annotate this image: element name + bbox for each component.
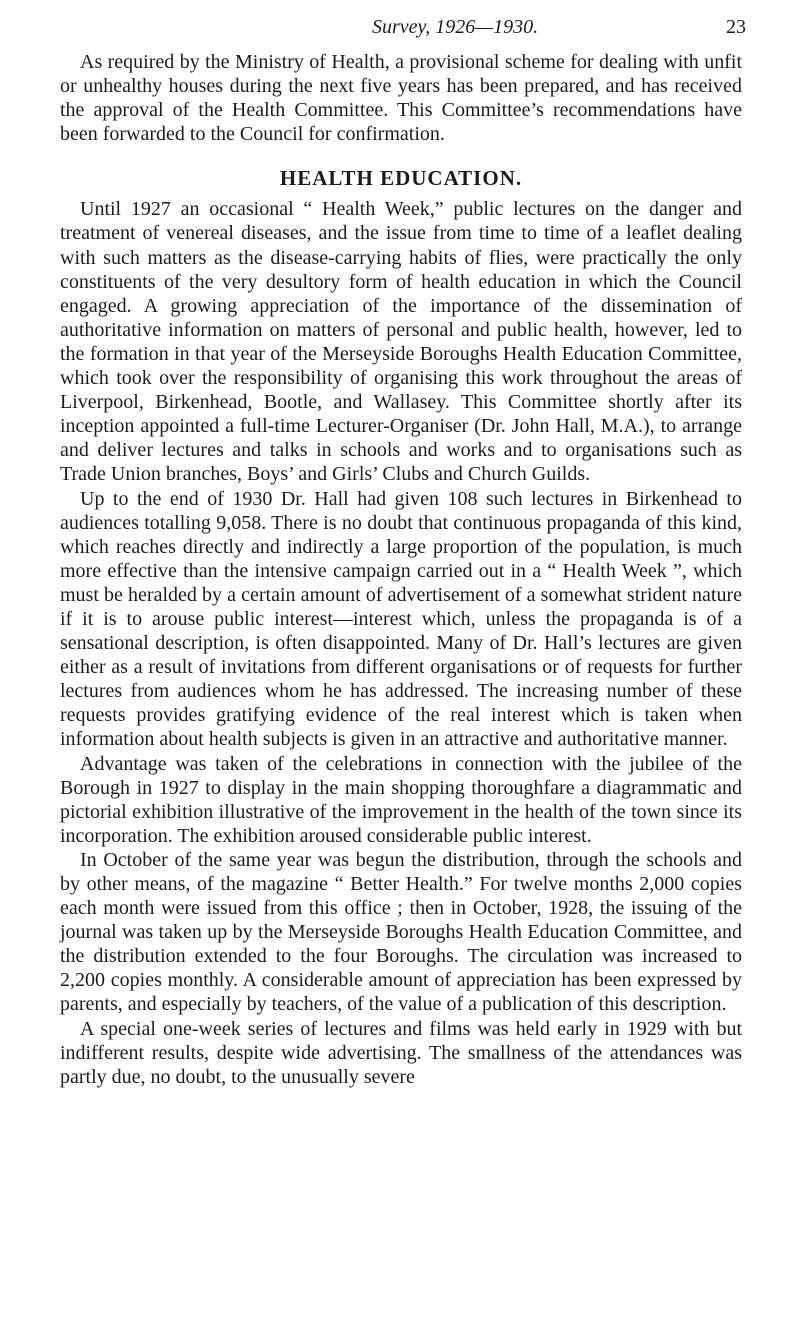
document-page [60, 12, 746, 1089]
section-heading: HEALTH EDUCATION. [279, 166, 523, 191]
paragraph-health-week-history: Until 1927 an occasional “ Health Week,” public lectures on the danger and treatment of venereal diseases, and the issue from time to time of a leaflet dealing with such matters as the disease-carrying habits of flies, were practically the only constituents of the very desultory form of health education in which the Council engaged. A growing appreciation of the importance of the dissemination of authoritative information on matters of personal and public health, however, led to the formation in that year of the Merseyside Boroughs Health Education Committee, which took over the responsibility of organising this work throughout the areas of Liverpool, Birkenhead, Bootle, and Wallasey. This Committee shortly after its inception appointed a full-time Lecturer-Organiser (Dr. John Hall, M.A.), to arrange and deliver lectures and talks in schools and works and to organisations such as Trade Union branches, Boys’ and Girls’ Clubs and Church Guilds. [60, 198, 742, 486]
running-title: Survey, 1926—1930. [372, 16, 539, 38]
paragraph-jubilee-exhibition: Advantage was taken of the celebrations in connection with the jubilee of the Borough in 1927 to display in the main shopping thoroughfare a diagrammatic and pictorial exhibition illustrative of the improvement in the health of the town since its incorporation. The exhibition aroused considerable public interest. [60, 752, 742, 847]
paragraph-housing-scheme: As required by the Ministry of Health, a provisional scheme for dealing with unfit or unhealthy houses during the next five years has been prepared, and has received the approval of the Health Committee. This Committee’s recommendations have been forwarded to the Council for confirmation. [60, 51, 742, 146]
paragraph-lecture-series-1929: A special one-week series of lectures and films was held early in 1929 with but indifferent results, despite wide advertising. The smallness of the attendances was partly due, no doubt, to the unusually severe [60, 1017, 742, 1088]
page-number: 23 [726, 16, 746, 38]
running-header [60, 12, 746, 44]
paragraph-lectures-given: Up to the end of 1930 Dr. Hall had given 108 such lectures in Birkenhead to audiences totalling 9,058. There is no doubt that continuous propaganda of this kind, which reaches directly and indirectly a large proportion of the population, is much more effective than the intensive campaign carried out in a “ Health Week ”, which must be heralded by a certain amount of advertisement of a somewhat strident nature if it is to arouse public interest—interest which, unless the propaganda is of a sensational description, is often disappointed. Many of Dr. Hall’s lectures are given either as a result of invitations from different organisations or of requests for further lectures from audiences whom he has addressed. The increasing number of these requests provides gratifying evidence of the real interest which is taken when information about health subjects is given in an attractive and authoritative manner. [60, 487, 742, 751]
paragraph-better-health-magazine: In October of the same year was begun the distribution, through the schools and by other means, of the magazine “ Better Health.” For twelve months 2,000 copies each month were issued from this office ; then in October, 1928, the issuing of the journal was taken up by the Merseyside Boroughs Health Education Committee, and the distribution extended to the four Boroughs. The circulation was increased to 2,200 copies monthly. A considerable amount of appreciation has been expressed by parents, and especially by teachers, of the value of a publication of this description. [60, 848, 742, 1016]
